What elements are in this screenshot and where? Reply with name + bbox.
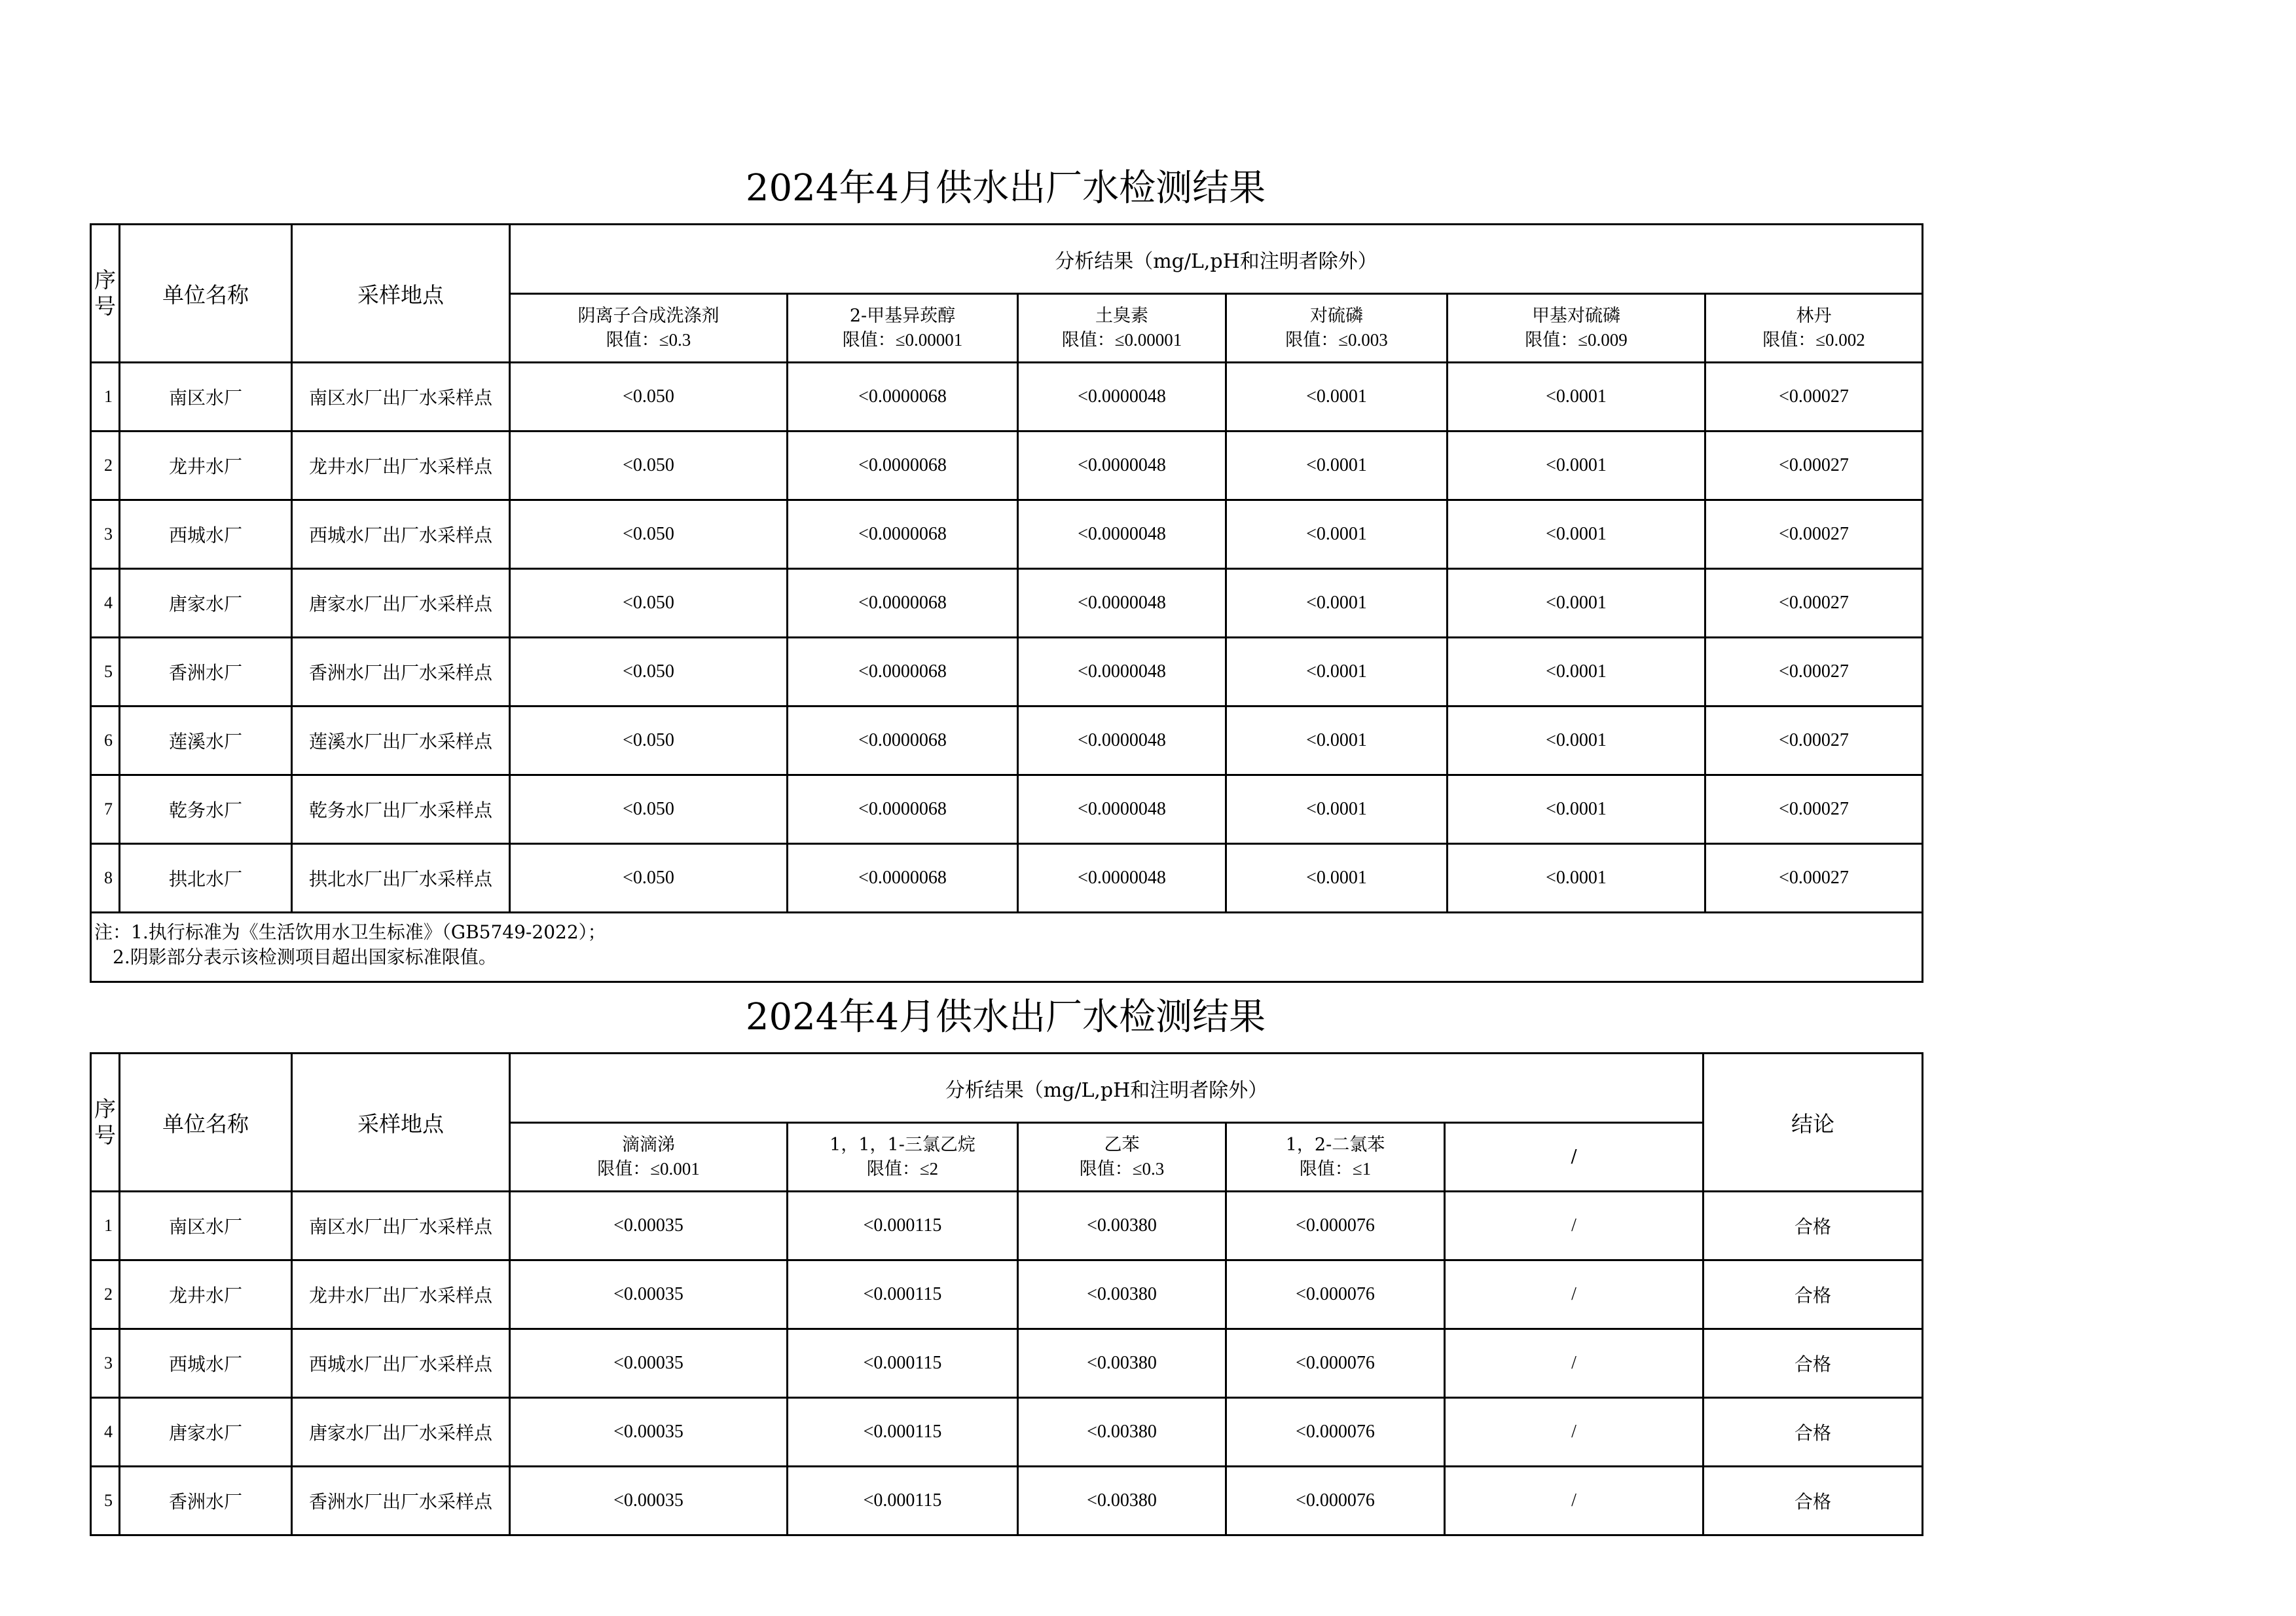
row-value: <0.0001 [1448, 363, 1705, 432]
table-row [91, 844, 1923, 913]
column-limit: 限值：≤0.002 [1762, 330, 1865, 350]
seq-header-line2: 号 [94, 1122, 116, 1148]
unit-name-header: 单位名称 [120, 225, 292, 363]
row-unit-name: 唐家水厂 [120, 569, 292, 638]
column-header [1445, 1123, 1704, 1192]
row-value: <0.00027 [1705, 844, 1923, 913]
row-value: <0.0000068 [788, 432, 1018, 500]
column-name: 甲基对硫磷 [1532, 306, 1620, 326]
row-value: <0.0000048 [1018, 500, 1226, 569]
row-unit-name: 西城水厂 [120, 1329, 292, 1398]
column-name: 土臭素 [1095, 306, 1148, 326]
row-value: <0.0001 [1226, 638, 1448, 707]
column-header [1226, 1123, 1445, 1192]
results-table-1 [90, 223, 1923, 983]
row-sample-site: 乾务水厂出厂水采样点 [292, 775, 510, 844]
column-header [510, 294, 788, 363]
row-value: <0.0000048 [1018, 638, 1226, 707]
row-value: <0.0001 [1448, 500, 1705, 569]
row-value: <0.00380 [1018, 1260, 1226, 1329]
row-value: <0.050 [510, 707, 788, 775]
column-limit: 限值：≤0.009 [1525, 330, 1628, 350]
row-value: <0.0000048 [1018, 707, 1226, 775]
row-value: <0.050 [510, 844, 788, 913]
row-value: <0.0001 [1448, 432, 1705, 500]
row-sample-site: 香洲水厂出厂水采样点 [292, 638, 510, 707]
row-value: <0.050 [510, 638, 788, 707]
row-sample-site: 西城水厂出厂水采样点 [292, 1329, 510, 1398]
column-limit: 限值：≤0.001 [597, 1159, 700, 1179]
conclusion-header: 结论 [1704, 1054, 1923, 1192]
row-value: <0.0000068 [788, 500, 1018, 569]
column-header [1018, 294, 1226, 363]
row-unit-name: 南区水厂 [120, 1192, 292, 1260]
row-value: <0.00027 [1705, 500, 1923, 569]
row-value: <0.0000068 [788, 363, 1018, 432]
row-value: <0.00027 [1705, 775, 1923, 844]
table-row [91, 500, 1923, 569]
row-value: <0.00380 [1018, 1329, 1226, 1398]
row-unit-name: 拱北水厂 [120, 844, 292, 913]
column-limit: 限值：≤2 [866, 1159, 939, 1179]
column-header [788, 294, 1018, 363]
row-value: <0.0000048 [1018, 363, 1226, 432]
row-value: <0.00035 [510, 1192, 788, 1260]
column-name: 1，1，1-三氯乙烷 [829, 1135, 975, 1155]
row-seq: 3 [91, 500, 120, 569]
row-seq: 6 [91, 707, 120, 775]
row-unit-name: 唐家水厂 [120, 1398, 292, 1467]
seq-header [91, 225, 120, 363]
row-sample-site: 南区水厂出厂水采样点 [292, 363, 510, 432]
row-value: <0.000076 [1226, 1398, 1445, 1467]
row-value: <0.00380 [1018, 1467, 1226, 1535]
row-sample-site: 西城水厂出厂水采样点 [292, 500, 510, 569]
row-value: <0.0000048 [1018, 569, 1226, 638]
table-row [91, 1329, 1923, 1398]
note-line-2: 2.阴影部分表示该检测项目超出国家标准限值。 [113, 946, 497, 968]
table-row [91, 1260, 1923, 1329]
row-sample-site: 龙井水厂出厂水采样点 [292, 1260, 510, 1329]
note-line-1: 注：1.执行标准为《生活饮用水卫生标准》（GB5749-2022）； [94, 921, 606, 943]
row-conclusion: 合格 [1704, 1467, 1923, 1535]
seq-header [91, 1054, 120, 1192]
seq-header-line2: 号 [94, 293, 116, 319]
table1-body [91, 363, 1923, 913]
row-seq: 8 [91, 844, 120, 913]
row-unit-name: 龙井水厂 [120, 1260, 292, 1329]
row-value: <0.0001 [1226, 500, 1448, 569]
table-row [91, 1398, 1923, 1467]
row-seq: 3 [91, 1329, 120, 1398]
row-sample-site: 唐家水厂出厂水采样点 [292, 1398, 510, 1467]
row-seq: 2 [91, 432, 120, 500]
row-value: <0.000115 [788, 1260, 1018, 1329]
row-value: <0.0000068 [788, 775, 1018, 844]
column-header [1705, 294, 1923, 363]
row-value: <0.0000048 [1018, 775, 1226, 844]
column-header [1018, 1123, 1226, 1192]
row-value: <0.000076 [1226, 1467, 1445, 1535]
row-value: <0.00035 [510, 1398, 788, 1467]
row-value: <0.000076 [1226, 1192, 1445, 1260]
row-value: <0.0001 [1226, 844, 1448, 913]
row-value: <0.0000068 [788, 569, 1018, 638]
column-header [510, 1123, 788, 1192]
row-value: <0.0001 [1226, 707, 1448, 775]
row-seq: 7 [91, 775, 120, 844]
row-value: <0.050 [510, 569, 788, 638]
row-sample-site: 龙井水厂出厂水采样点 [292, 432, 510, 500]
row-value: <0.0000048 [1018, 844, 1226, 913]
row-value: <0.0001 [1226, 363, 1448, 432]
row-unit-name: 莲溪水厂 [120, 707, 292, 775]
column-header [1226, 294, 1448, 363]
table-row [91, 569, 1923, 638]
row-value: / [1445, 1398, 1704, 1467]
row-value: / [1445, 1329, 1704, 1398]
row-unit-name: 西城水厂 [120, 500, 292, 569]
row-value: / [1445, 1260, 1704, 1329]
row-value: <0.00027 [1705, 363, 1923, 432]
row-value: <0.00035 [510, 1260, 788, 1329]
row-seq: 5 [91, 1467, 120, 1535]
table-row [91, 775, 1923, 844]
table-row [91, 363, 1923, 432]
row-conclusion: 合格 [1704, 1260, 1923, 1329]
column-header [1448, 294, 1705, 363]
column-limit: 限值：≤0.003 [1285, 330, 1388, 350]
row-value: <0.0001 [1448, 775, 1705, 844]
results-table-2 [90, 1052, 1923, 1536]
row-sample-site: 香洲水厂出厂水采样点 [292, 1467, 510, 1535]
row-seq: 4 [91, 1398, 120, 1467]
table-row [91, 1467, 1923, 1535]
row-seq: 5 [91, 638, 120, 707]
row-value: / [1445, 1192, 1704, 1260]
row-value: <0.0001 [1448, 707, 1705, 775]
table-row [91, 707, 1923, 775]
seq-header-line1: 序 [94, 267, 116, 293]
table2-title: 2024年4月供水出厂水检测结果 [745, 996, 1266, 1038]
row-value: <0.0000068 [788, 844, 1018, 913]
row-conclusion: 合格 [1704, 1398, 1923, 1467]
row-value: <0.00027 [1705, 569, 1923, 638]
row-value: <0.050 [510, 500, 788, 569]
table2-body [91, 1192, 1923, 1535]
row-sample-site: 拱北水厂出厂水采样点 [292, 844, 510, 913]
row-conclusion: 合格 [1704, 1329, 1923, 1398]
row-value: <0.0000048 [1018, 432, 1226, 500]
seq-header-line1: 序 [94, 1096, 116, 1122]
table1-title: 2024年4月供水出厂水检测结果 [745, 167, 1266, 210]
row-sample-site: 唐家水厂出厂水采样点 [292, 569, 510, 638]
row-seq: 1 [91, 1192, 120, 1260]
row-value: <0.000076 [1226, 1329, 1445, 1398]
row-unit-name: 龙井水厂 [120, 432, 292, 500]
row-sample-site: 莲溪水厂出厂水采样点 [292, 707, 510, 775]
table-row [91, 638, 1923, 707]
row-unit-name: 香洲水厂 [120, 1467, 292, 1535]
row-value: <0.0001 [1448, 844, 1705, 913]
notes [91, 913, 1923, 982]
row-unit-name: 南区水厂 [120, 363, 292, 432]
column-name: 滴滴涕 [622, 1135, 675, 1155]
row-value: / [1445, 1467, 1704, 1535]
row-value: <0.050 [510, 363, 788, 432]
row-value: <0.0000068 [788, 707, 1018, 775]
row-value: <0.00027 [1705, 432, 1923, 500]
row-value: <0.050 [510, 775, 788, 844]
analysis-header: 分析结果（mg/L,pH和注明者除外） [510, 225, 1923, 294]
column-name: 阴离子合成洗涤剂 [577, 306, 720, 326]
row-value: <0.0001 [1226, 432, 1448, 500]
row-value: <0.00380 [1018, 1192, 1226, 1260]
row-unit-name: 乾务水厂 [120, 775, 292, 844]
column-name: 林丹 [1796, 306, 1832, 326]
table-row [91, 432, 1923, 500]
row-value: <0.00027 [1705, 638, 1923, 707]
row-seq: 1 [91, 363, 120, 432]
row-value: <0.000115 [788, 1329, 1018, 1398]
column-name: 2-甲基异莰醇 [849, 306, 956, 326]
row-value: <0.000076 [1226, 1260, 1445, 1329]
column-name: 乙苯 [1104, 1135, 1140, 1155]
column-name: 对硫磷 [1310, 306, 1363, 326]
table-row [91, 1192, 1923, 1260]
column-name: 1，2-二氯苯 [1285, 1135, 1385, 1155]
row-value: <0.00035 [510, 1467, 788, 1535]
column-header [788, 1123, 1018, 1192]
row-value: <0.050 [510, 432, 788, 500]
sample-site-header: 采样地点 [292, 1054, 510, 1192]
row-value: <0.00035 [510, 1329, 788, 1398]
column-limit: 限值：≤0.00001 [1061, 330, 1182, 350]
row-value: <0.0001 [1226, 569, 1448, 638]
column-limit: 限值：≤0.3 [1079, 1159, 1165, 1179]
row-value: <0.0000068 [788, 638, 1018, 707]
unit-name-header: 单位名称 [120, 1054, 292, 1192]
row-value: <0.0001 [1448, 569, 1705, 638]
column-limit: 限值：≤0.00001 [842, 330, 963, 350]
sample-site-header: 采样地点 [292, 225, 510, 363]
row-value: <0.0001 [1226, 775, 1448, 844]
row-value: <0.000115 [788, 1192, 1018, 1260]
analysis-header: 分析结果（mg/L,pH和注明者除外） [510, 1054, 1704, 1123]
column-limit: 限值：≤1 [1299, 1159, 1372, 1179]
row-value: <0.000115 [788, 1467, 1018, 1535]
row-value: <0.00027 [1705, 707, 1923, 775]
row-value: <0.000115 [788, 1398, 1018, 1467]
row-seq: 2 [91, 1260, 120, 1329]
row-sample-site: 南区水厂出厂水采样点 [292, 1192, 510, 1260]
row-unit-name: 香洲水厂 [120, 638, 292, 707]
column-name: / [1571, 1147, 1577, 1167]
row-seq: 4 [91, 569, 120, 638]
row-value: <0.00380 [1018, 1398, 1226, 1467]
column-limit: 限值：≤0.3 [606, 330, 691, 350]
row-value: <0.0001 [1448, 638, 1705, 707]
row-conclusion: 合格 [1704, 1192, 1923, 1260]
